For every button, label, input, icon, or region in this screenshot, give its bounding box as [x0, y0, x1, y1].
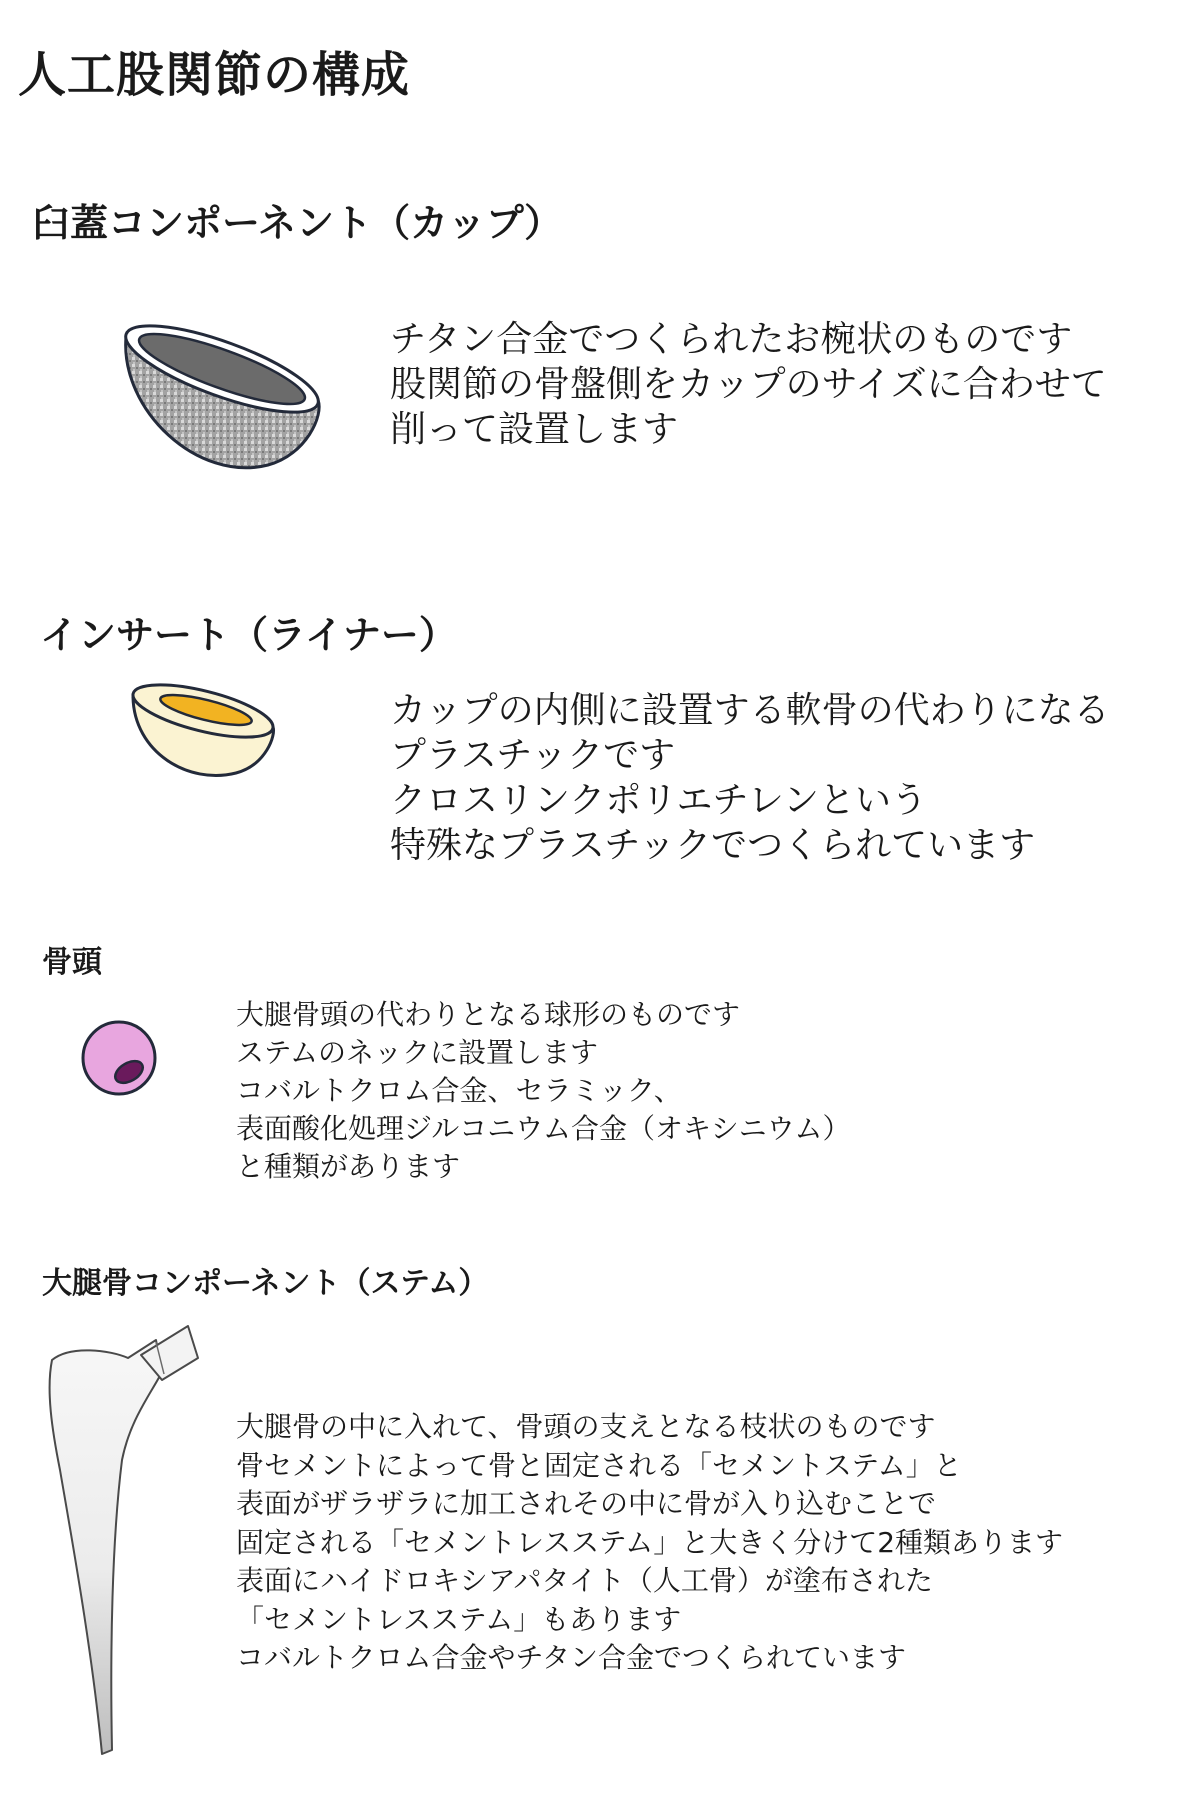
page-title: 人工股関節の構成 [18, 47, 411, 103]
femoral-head-description-line: 表面酸化処理ジルコニウム合金（オキシニウム） [236, 1112, 851, 1145]
femoral-head-description [236, 996, 850, 1186]
insert-heading: インサート（ライナー） [40, 613, 457, 657]
stem-description-line: コバルトクロム合金やチタン合金でつくられています [236, 1641, 907, 1674]
femoral-head-ball-icon [78, 1017, 160, 1099]
stem-description-line: 骨セメントによって骨と固定される「セメントステム」と [236, 1448, 962, 1482]
cup-description-line: 削って設置します [390, 409, 679, 450]
cup-description-line: 股関節の骨盤側をカップのサイズに合わせて [390, 364, 1107, 405]
femoral-head-heading: 骨頭 [42, 945, 102, 980]
femoral-head-description-line: と種類があります [236, 1150, 461, 1183]
insert-description-line: クロスリンクポリエチレンという [390, 780, 927, 821]
insert-liner-icon [128, 667, 278, 782]
insert-description-line: カップの内側に設置する軟骨の代わりになる [390, 690, 1110, 731]
femoral-stem-icon [40, 1320, 200, 1760]
stem-description-line: 「セメントレスステム」もあります [236, 1602, 682, 1636]
femoral-head-description-line: 大腿骨頭の代わりとなる球形のものです [236, 998, 741, 1031]
insert-description [390, 688, 1110, 868]
stem-description-line: 大腿骨の中に入れて、骨頭の支えとなる枝状のものです [236, 1410, 936, 1443]
cup-description-line: チタン合金でつくられたお椀状のものです [390, 319, 1073, 360]
femoral-head-description-line: コバルトクロム合金、セラミック、 [236, 1074, 682, 1107]
stem-description-line: 表面がザラザラに加工されその中に骨が入り込むことで [236, 1487, 937, 1520]
stem-heading: 大腿骨コンポーネント（ステム） [42, 1266, 489, 1301]
cup-description [390, 317, 1107, 452]
acetabular-cup-icon [118, 315, 328, 480]
stem-description-line: 固定される「セメントレスステム」と大きく分けて2種類あります [236, 1525, 1064, 1559]
stem-description-line: 表面にハイドロキシアパタイト（人工骨）が塗布された [236, 1564, 933, 1597]
femoral-head-description-line: ステムのネックに設置します [236, 1036, 599, 1069]
insert-description-line: 特殊なプラスチックでつくられています [390, 825, 1036, 866]
cup-heading: 臼蓋コンポーネント（カップ） [32, 201, 563, 245]
insert-description-line: プラスチックです [390, 735, 676, 776]
stem-description [236, 1408, 1063, 1678]
